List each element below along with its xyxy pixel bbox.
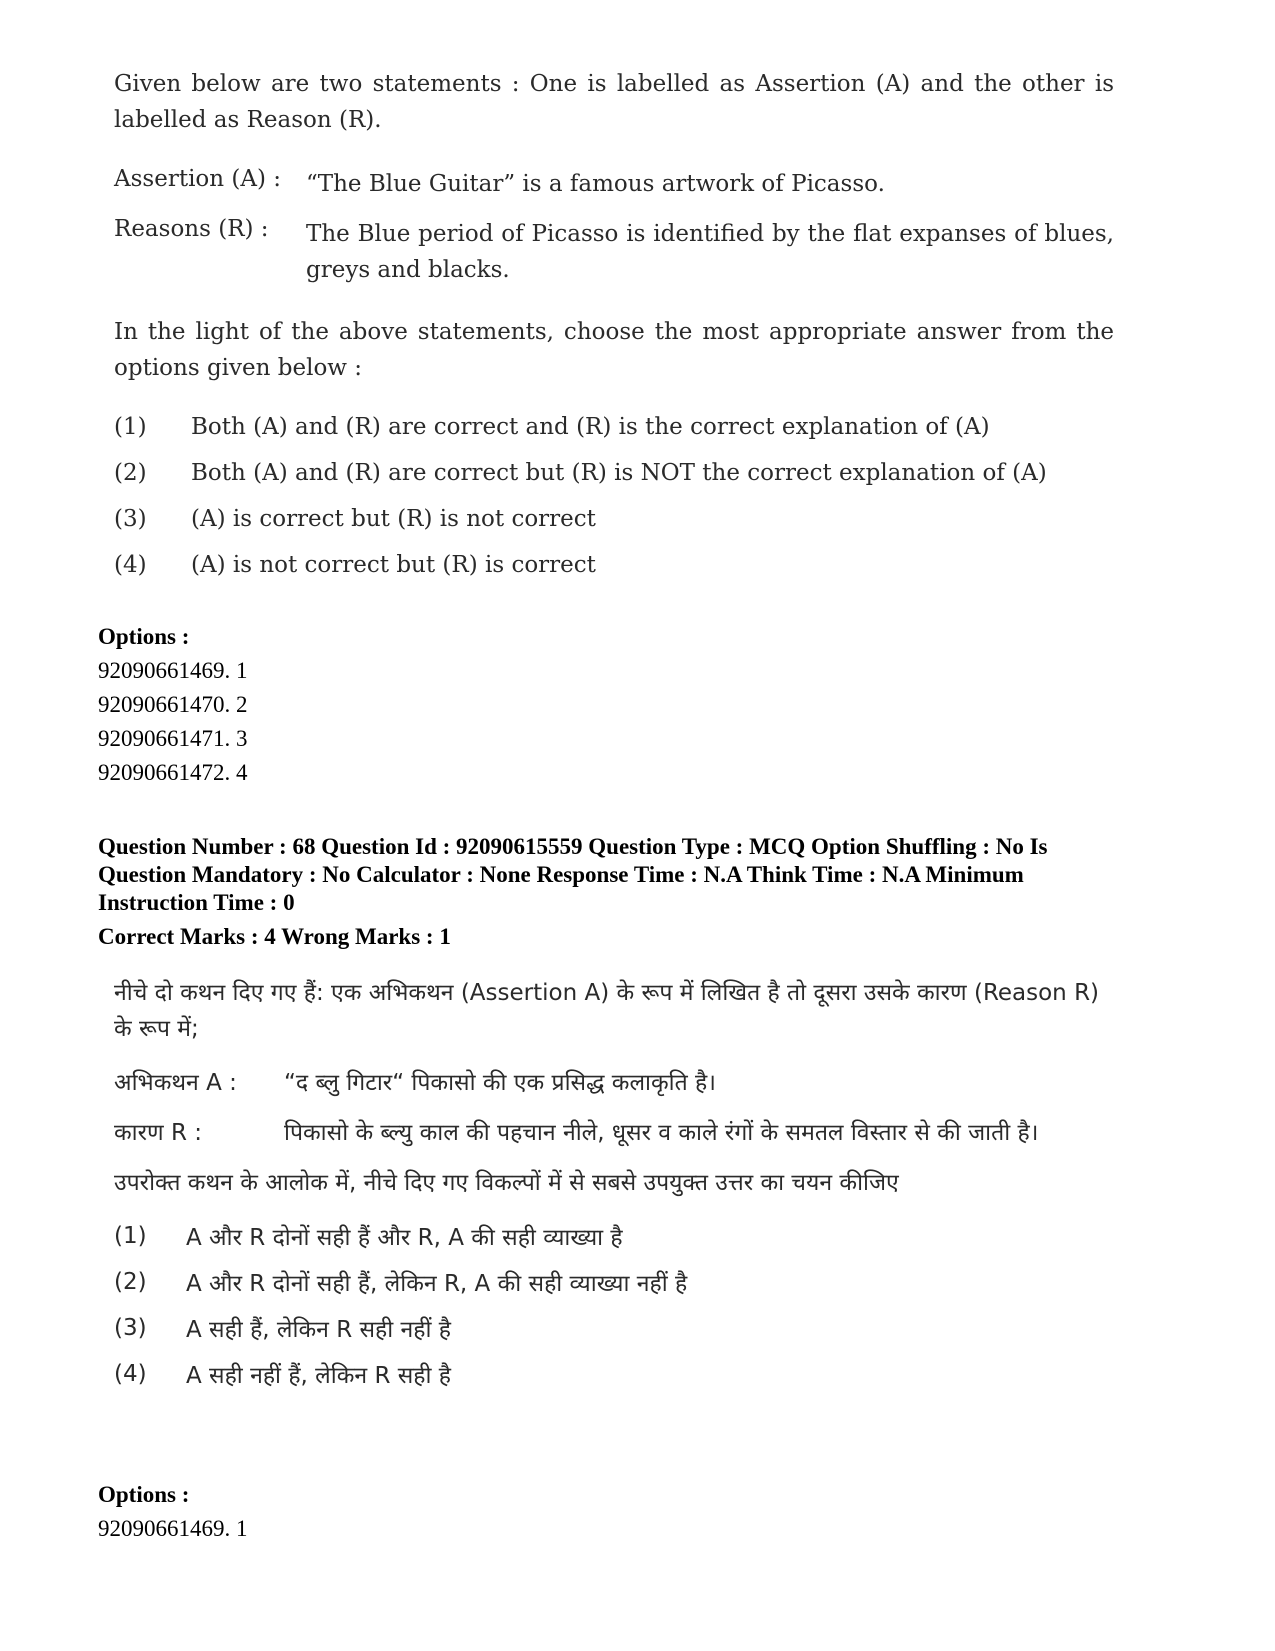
choice-text: A सही हैं, लेकिन R सही नहीं है [186,1317,451,1343]
options-heading: Options : [98,624,190,649]
question-prompt: In the light of the above statements, choose the most appropriate answer from the options given below : [114,319,1114,381]
answer-choice [114,496,1114,542]
assertion-label: Assertion (A) : [114,166,282,192]
question-intro: नीचे दो कथन दिए गए हैं: एक अभिकथन (Assertion A) के रूप में लिखित है तो दूसरा उसके कारण (Reason R) के रूप में; [114,980,1100,1042]
answer-choice [114,1305,1114,1351]
question-info [98,833,1198,951]
answer-choices [114,1213,1114,1397]
choice-number: (1) [114,1223,147,1249]
option-id: 92090661470. 2 [98,692,248,717]
question-intro: Given below are two statements : One is labelled as Assertion (A) and the other is labelled as Reason (R). [114,71,1114,133]
question-info-line: Question Mandatory : No Calculator : None Response Time : N.A Think Time : N.A Minimum [98,862,1024,887]
question-info-line: Instruction Time : 0 [98,890,295,915]
answer-choice [114,404,1114,450]
options-heading: Options : [98,1482,190,1507]
choice-text: A सही नहीं हैं, लेकिन R सही है [186,1363,451,1389]
choice-text: Both (A) and (R) are correct but (R) is NOT the correct explanation of (A) [191,460,1047,486]
choice-number: (3) [114,506,147,532]
option-id: 92090661469. 1 [98,1516,248,1541]
options-list-2 [98,1478,1198,1546]
answer-choice [114,1213,1114,1259]
question-info-line: Question Number : 68 Question Id : 92090615559 Question Type : MCQ Option Shuffling : No Is [98,834,1048,859]
option-id: 92090661472. 4 [98,760,248,785]
option-id: 92090661471. 3 [98,726,248,751]
choice-text: Both (A) and (R) are correct and (R) is the correct explanation of (A) [191,414,990,440]
answer-choice [114,450,1114,496]
assertion-text: “The Blue Guitar” is a famous artwork of Picasso. [306,171,885,197]
choice-text: A और R दोनों सही हैं और R, A की सही व्याख्या है [186,1225,623,1251]
reason-text: पिकासो के ब्ल्यु काल की पहचान नीले, धूसर व काले रंगों के समतल विस्तार से की जाती है। [284,1120,1039,1146]
question-67-english [114,66,1114,588]
reason-row [114,1115,1114,1151]
reason-label: कारण R : [114,1120,203,1146]
choice-number: (4) [114,552,147,578]
choice-number: (2) [114,460,147,486]
reason-label: Reasons (R) : [114,216,269,242]
question-68-hindi [114,975,1114,1397]
assertion-row [114,1065,1114,1101]
marks-line: Correct Marks : 4 Wrong Marks : 1 [98,924,451,949]
answer-choice [114,1351,1114,1397]
choice-number: (2) [114,1269,147,1295]
assertion-text: “द ब्लु गिटार“ पिकासो की एक प्रसिद्ध कलाकृति है। [284,1070,716,1096]
assertion-label: अभिकथन A : [114,1070,237,1096]
choice-number: (3) [114,1315,147,1341]
answer-choices [114,404,1114,588]
reason-text: The Blue period of Picasso is identified by the flat expanses of blues, greys and blacks. [306,221,1114,283]
choice-text: (A) is correct but (R) is not correct [191,506,596,532]
answer-choice [114,1259,1114,1305]
choice-text: A और R दोनों सही हैं, लेकिन R, A की सही व्याख्या नहीं है [186,1271,688,1297]
choice-text: (A) is not correct but (R) is correct [191,552,596,578]
assertion-row [114,166,1114,202]
reason-row [114,216,1114,288]
options-list-1 [98,620,1198,790]
option-id: 92090661469. 1 [98,658,248,683]
choice-number: (4) [114,1361,147,1387]
answer-choice [114,542,1114,588]
choice-number: (1) [114,414,147,440]
question-prompt: उपरोक्त कथन के आलोक में, नीचे दिए गए विकल्पों में से सबसे उपयुक्त उत्तर का चयन कीजिए [114,1170,899,1196]
